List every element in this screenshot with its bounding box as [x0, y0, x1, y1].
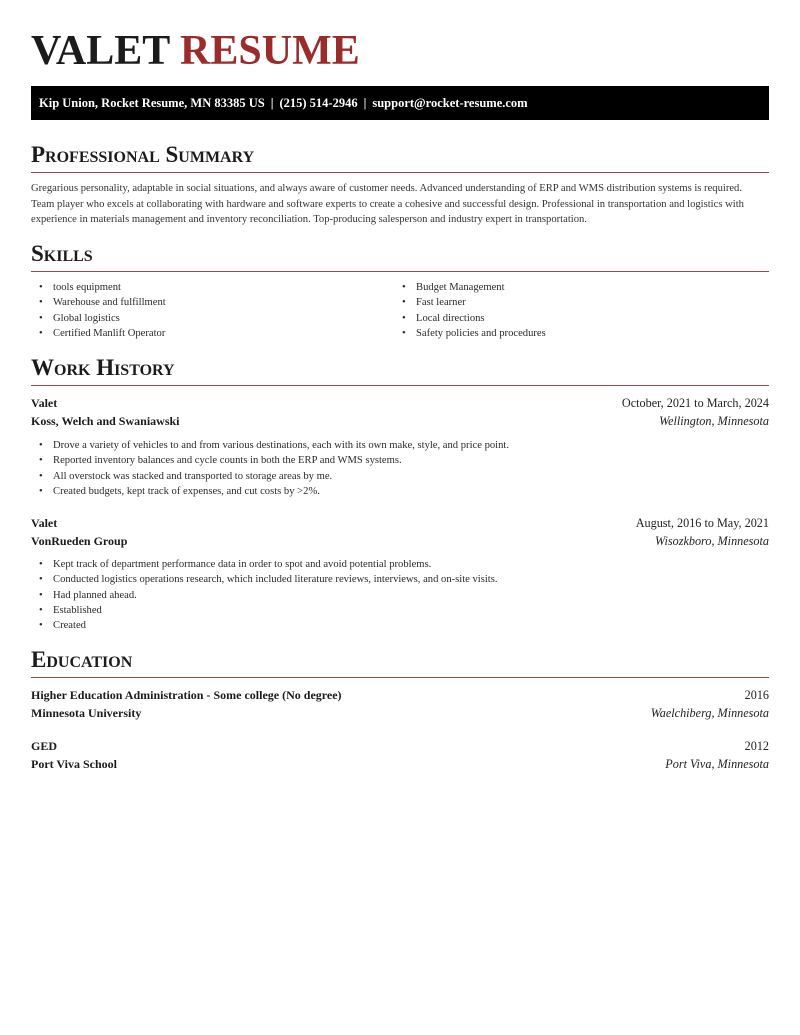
resume-title [31, 28, 360, 74]
skill-item: • Budget Management [394, 280, 754, 295]
skill-item: • Safety policies and procedures [394, 326, 754, 341]
skill-item: • Global logistics [31, 311, 391, 326]
education-heading: Education [31, 647, 133, 672]
skill-item: • Fast learner [394, 295, 754, 310]
education-school-row [31, 757, 769, 772]
job-dates: October, 2021 to March, 2024 [621, 396, 769, 410]
job-location: Wisozkboro, Minnesota [655, 534, 769, 548]
job-bullet: • Kept track of department performance data in order to spot and avoid potential problems. [31, 557, 769, 572]
skills-right-column [394, 280, 754, 341]
job-company: VonRueden Group [31, 534, 128, 548]
skills-section-header [31, 240, 769, 272]
skill-item: • Certified Manlift Operator [31, 326, 391, 341]
skill-item: • Warehouse and fulfillment [31, 295, 391, 310]
skill-item: • tools equipment [31, 280, 391, 295]
skill-item: • Local directions [394, 311, 754, 326]
job-title-row [31, 396, 769, 411]
title-second-word: RESUME [180, 28, 360, 74]
education-school: Port Viva School [31, 757, 117, 771]
skills-heading: Skills [31, 241, 93, 266]
job-bullet: • Conducted logistics operations research, which included literature reviews, interviews, and on-site visits. [31, 572, 769, 587]
contact-separator: | [363, 96, 367, 110]
job-title-row [31, 516, 769, 531]
summary-section-header [31, 141, 769, 173]
job-company-row [31, 534, 769, 549]
education-degree-row [31, 688, 769, 703]
education-year: 2012 [744, 739, 769, 753]
contact-email: support@rocket-resume.com [372, 96, 528, 110]
contact-phone: (215) 514-2946 [279, 96, 358, 110]
contact-bar [31, 86, 769, 120]
education-section-header [31, 646, 769, 678]
summary-text: Gregarious personality, adaptable in social situations, and always aware of customer needs. Advanced understanding of ERP and WMS distribution systems is required. Team player who excels at collaborating with hardware and software experts to create a cohesive and successful design. Professional in transportation and logistics with experience in materials management and inventory reconciliation. Top-producing salesperson and industry expert in transportation. [31, 183, 744, 225]
contact-separator: | [270, 96, 274, 110]
education-school: Minnesota University [31, 706, 142, 720]
education-degree: GED [31, 739, 58, 753]
job-bullets [31, 438, 769, 499]
job-dates: August, 2016 to May, 2021 [635, 516, 769, 530]
education-school-row [31, 706, 769, 721]
job-company-row [31, 414, 769, 429]
summary-heading: Professional Summary [31, 142, 255, 167]
work-heading: Work History [31, 355, 175, 380]
education-degree-row [31, 739, 769, 754]
job-title: Valet [31, 516, 58, 530]
job-location: Wellington, Minnesota [659, 414, 769, 428]
job-bullet: • Reported inventory balances and cycle counts in both the ERP and WMS systems. [31, 453, 769, 468]
job-bullet: • Created budgets, kept track of expenses, and cut costs by >2%. [31, 484, 769, 499]
title-first-word: VALET [31, 28, 170, 74]
job-bullet: • Established [31, 603, 769, 618]
job-bullets [31, 557, 769, 633]
work-section-header [31, 354, 769, 386]
job-bullet: • Created [31, 618, 769, 633]
education-year: 2016 [744, 688, 769, 702]
job-bullet: • Drove a variety of vehicles to and from various destinations, each with its own make, style, and price point. [31, 438, 769, 453]
education-location: Port Viva, Minnesota [665, 757, 769, 771]
education-degree: Higher Education Administration - Some college (No degree) [31, 688, 342, 702]
job-company: Koss, Welch and Swaniawski [31, 414, 180, 428]
contact-address: Kip Union, Rocket Resume, MN 83385 US [39, 96, 265, 110]
education-location: Waelchiberg, Minnesota [650, 706, 769, 720]
skills-left-column [31, 280, 391, 341]
job-bullet: • All overstock was stacked and transported to storage areas by me. [31, 469, 769, 484]
job-bullet: • Had planned ahead. [31, 588, 769, 603]
job-title: Valet [31, 396, 58, 410]
